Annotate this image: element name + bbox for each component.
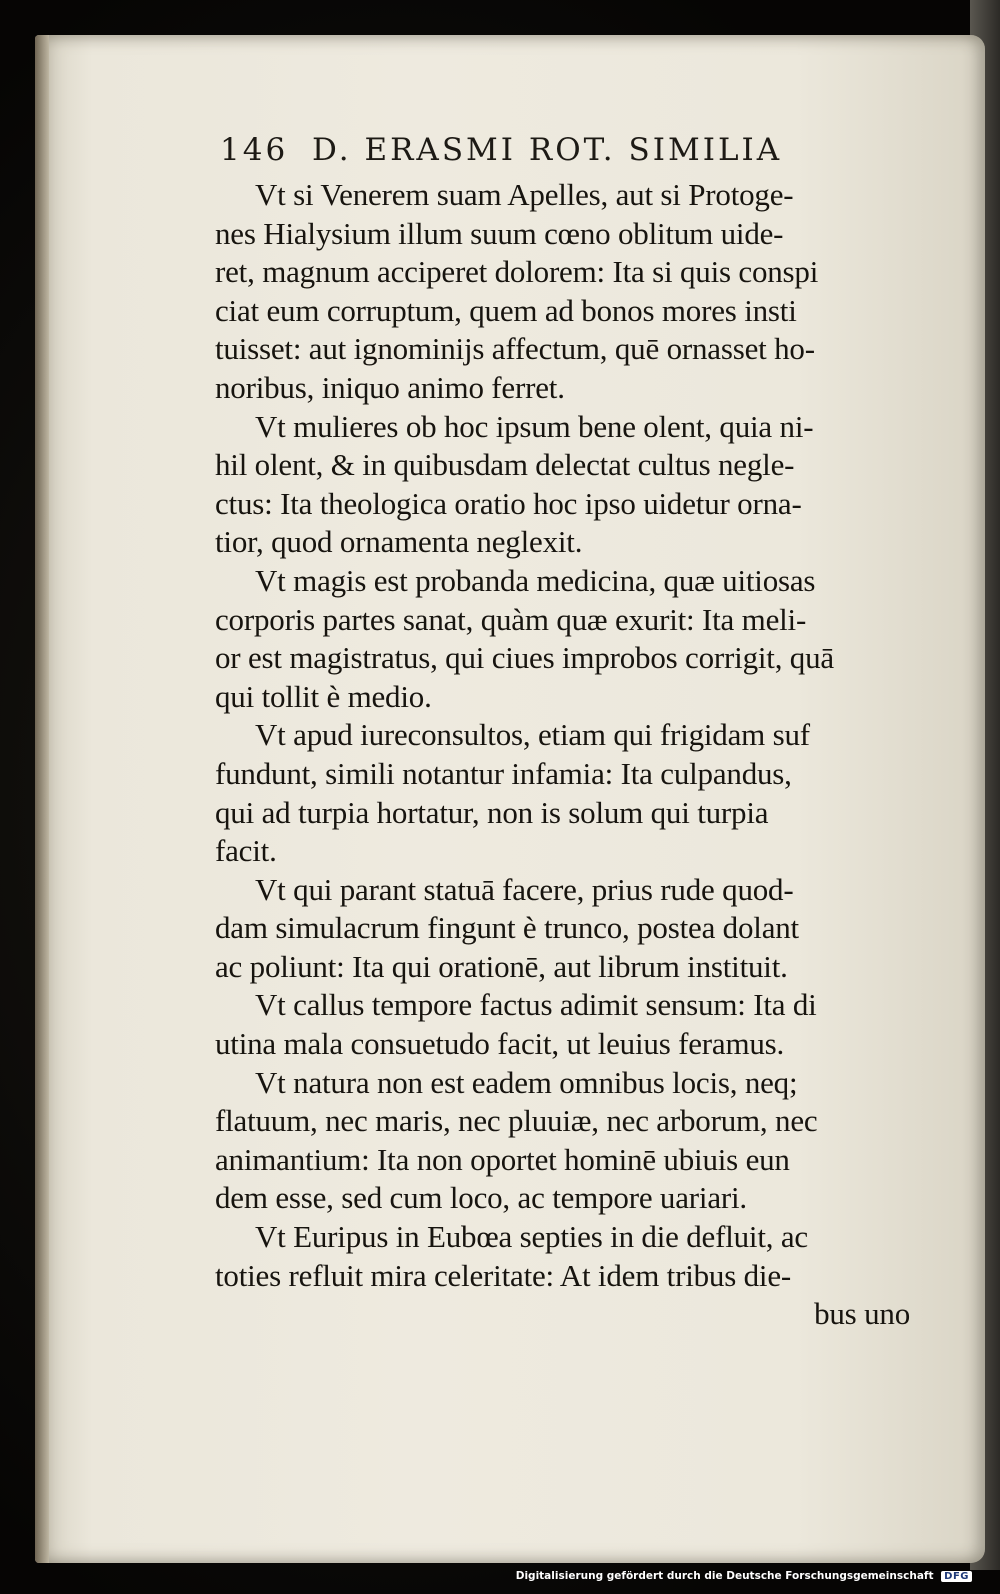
text-line: toties refluit mira celeritate: At idem tribus die- <box>215 1257 792 1293</box>
text-line: hil olent, & in quibusdam delectat cultus negle- <box>215 447 795 483</box>
text-line: Vt magis est probanda medicina, quæ uitiosas <box>255 562 816 598</box>
text-line: ret, magnum acciperet dolorem: Ita si quis conspi <box>215 254 819 290</box>
running-title: D. ERASMI ROT. SIMILIA <box>312 132 783 168</box>
text-line: or est magistratus, qui ciues improbos corrigit, quā <box>215 640 834 676</box>
text-line: Vt callus tempore factus adimit sensum: Ita di <box>255 987 817 1023</box>
text-line: noribus, iniquo animo ferret. <box>215 369 565 405</box>
text-line: tior, quod ornamenta neglexit. <box>215 524 583 560</box>
text-line: Vt Euripus in Eubœa septies in die defluit, ac <box>255 1219 808 1255</box>
dfg-logo: DFG <box>941 1571 972 1582</box>
text-line: Vt apud iureconsultos, etiam qui frigidam suf <box>255 717 810 753</box>
text-line: ciat eum corruptum, quem ad bonos mores insti <box>215 292 797 328</box>
body-text <box>215 176 915 1334</box>
text-line: Vt mulieres ob hoc ipsum bene olent, quia ni- <box>255 408 814 444</box>
catchword: bus uno <box>814 1296 910 1332</box>
running-header <box>220 132 920 172</box>
credit-text: Digitalisierung gefördert durch die Deutsche Forschungsgemeinschaft <box>515 1570 934 1582</box>
text-line: utina mala consuetudo facit, ut leuius feramus. <box>215 1026 785 1062</box>
text-line: Vt qui parant statuā facere, prius rude quod- <box>255 871 794 907</box>
text-line: ac poliunt: Ita qui orationē, aut librum instituit. <box>215 948 788 984</box>
text-line: Vt natura non est eadem omnibus locis, neq; <box>255 1064 798 1100</box>
text-line: facit. <box>215 833 277 869</box>
text-line: ctus: Ita theologica oratio hoc ipso uidetur orna- <box>215 485 802 521</box>
text-line: Vt si Venerem suam Apelles, aut si Protoge- <box>255 177 794 212</box>
digitization-credit <box>516 1570 972 1590</box>
page-number: 146 <box>220 132 289 168</box>
text-line: nes Hialysium illum suum cœno oblitum uide- <box>215 215 784 251</box>
text-line: qui tollit è medio. <box>215 678 432 714</box>
text-line: animantium: Ita non oportet hominē ubiuis eun <box>215 1141 790 1177</box>
text-line: corporis partes sanat, quàm quæ exurit: Ita meli- <box>215 601 807 637</box>
text-line: dam simulacrum fingunt è trunco, postea dolant <box>215 910 799 946</box>
text-line: fundunt, simili notantur infamia: Ita culpandus, <box>215 755 792 791</box>
text-line: dem esse, sed cum loco, ac tempore uariari. <box>215 1180 747 1216</box>
text-line: qui ad turpia hortatur, non is solum qui turpia <box>215 794 769 830</box>
text-line: flatuum, nec maris, nec pluuiæ, nec arborum, nec <box>215 1103 818 1139</box>
text-line: tuisset: aut ignominijs affectum, quē ornasset ho- <box>215 331 815 367</box>
page-gutter <box>35 35 49 1563</box>
